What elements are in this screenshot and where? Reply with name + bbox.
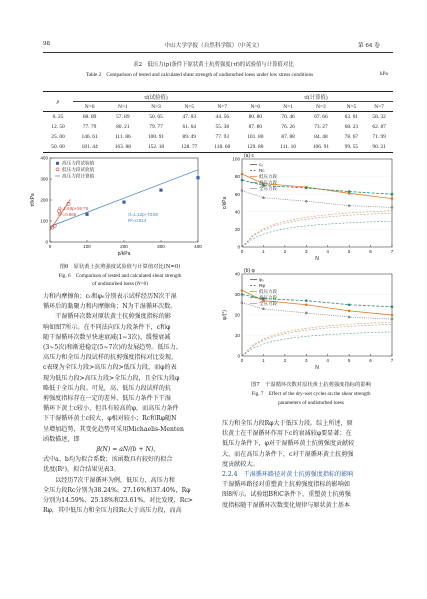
text-line: 大，而在高压力条件下，c对干湿循环黄土抗剪强 — [222, 450, 354, 458]
sub-header: N=3 — [304, 102, 337, 112]
data-point-high — [85, 213, 88, 216]
table-cell: 67. 66 — [314, 114, 328, 121]
y-tick-label: 40 — [234, 271, 240, 277]
data-point — [241, 293, 244, 296]
data-point — [348, 190, 351, 193]
text-line: 全压力段Rc分别为38.24%、27.16%和37.40%，Rφ — [43, 486, 191, 494]
x-tick-label: 6 — [369, 358, 372, 363]
sub-header: N=7 — [206, 102, 239, 112]
data-point — [391, 318, 394, 321]
text-line: 略低于全压力段。可见，高、低压力段试样的抗 — [43, 384, 171, 392]
table-unit: kPa — [380, 71, 388, 77]
legend-label: 高压力段 — [259, 295, 277, 300]
r-curve — [242, 211, 392, 247]
table-row — [43, 132, 393, 142]
table-cell: 77. 93 — [215, 134, 230, 141]
text-line: 度指标随干湿循环次数变化规律与原状黄土基本 — [222, 501, 350, 509]
y-tick-label: 300 — [40, 176, 48, 182]
y-tick-label: 0 — [45, 239, 48, 245]
data-point — [348, 303, 351, 306]
legend-label: 全压力段 — [259, 186, 277, 191]
table-cell: 111. 10 — [272, 142, 304, 152]
y-tick-label: 60 — [234, 191, 240, 197]
table-cell: 12. 50 — [51, 124, 65, 131]
table-2 — [43, 91, 393, 153]
data-point — [348, 310, 351, 313]
x-tick-label: 4 — [326, 358, 329, 363]
fig6-caption-en-2: of undisturbed loess (N=0) — [92, 281, 148, 287]
r-curve — [242, 213, 392, 247]
x-axis-label: p/kPa — [117, 251, 131, 257]
table-cell: 68. 89 — [82, 114, 97, 121]
data-point — [305, 200, 308, 203]
data-point — [391, 206, 394, 209]
data-point — [305, 303, 308, 306]
annotation: τf=2.68p+55.79 — [58, 206, 89, 211]
text-line: 式中a、b均为拟合系数；该函数具有较好的拟合 — [43, 456, 173, 464]
legend-label: c₀ — [259, 162, 264, 167]
table-cell: 129. 80 — [239, 142, 272, 152]
x-axis-label: N — [315, 256, 319, 262]
table-cell: 70. 46 — [281, 114, 295, 121]
right-column-text — [222, 419, 398, 511]
data-point — [391, 314, 394, 317]
x-tick-label: 300 — [157, 244, 165, 249]
x-tick-label: 6 — [369, 249, 372, 254]
text-line: 优度(R²)，拟合结果见表3。 — [43, 466, 120, 474]
table-caption-en: Table 2 Comparison of tested and calculated shear strength of undisturbed loess under low stress conditions — [85, 72, 314, 78]
table-cell: 106. 91 — [304, 142, 337, 152]
table-cell: 80. 80 — [248, 114, 263, 121]
text-line: 压力和全压力段Rφ大于低压力段。综上所述，原 — [222, 420, 353, 427]
legend-label: φ₀ — [259, 277, 264, 282]
legend-label: 全压力段 — [259, 301, 277, 306]
data-point — [348, 204, 351, 207]
sub-header: N=0 — [239, 102, 272, 112]
text-line: 函数描述，即 — [43, 435, 80, 443]
table-cell: 181. 44 — [73, 142, 106, 152]
r-curve — [242, 221, 392, 247]
data-point-high — [159, 189, 162, 192]
annotation: R²=0.868 — [58, 212, 77, 217]
x-tick-label: 1 — [262, 249, 265, 254]
x-tick-label: 100 — [83, 244, 91, 249]
text-line: 分别为14.59%、25.18%和23.61%。对比发现，Rc> — [43, 497, 193, 505]
y-axis-label: c/kPa — [222, 196, 228, 210]
table-cell: 128. 77 — [173, 142, 206, 152]
text-line: 循环后的黏聚力和内摩擦角；N为干湿循环次数。 — [43, 303, 177, 311]
table-cell: 76. 26 — [281, 124, 295, 131]
col-p-header: p — [43, 92, 73, 112]
y-tick-label: 40 — [234, 209, 240, 215]
x-tick-label: 3 — [305, 358, 308, 363]
x-axis-label: N — [315, 365, 319, 371]
fig6-caption-en-1: Fig. 6 Comparison of tested and calculated shear strength — [58, 273, 182, 279]
left-column-text — [43, 292, 213, 516]
fig7-caption-en-2: parameters of undisturbed loess — [278, 400, 344, 406]
annotation: R²=0.914 — [128, 218, 147, 223]
journal-name: 中山大学学报（自然科学版）（中英文） — [164, 43, 263, 49]
text-line: 以经历7次干湿循环为例，低压力、高压力和 — [43, 476, 175, 484]
table-caption-cn: 表2 低压力(p)条件下原状黄土抗剪强度(τf)的试验值与计算值对比 — [133, 62, 294, 68]
x-tick-label: 2 — [283, 358, 287, 363]
table-cell: 55. 38 — [215, 124, 230, 131]
legend-label: 高压力段 — [259, 180, 277, 185]
text-line: 度贡献较大。 — [222, 460, 259, 468]
legend-label: 低压力段 — [259, 289, 277, 294]
table-cell: 163. 88 — [106, 142, 139, 152]
y-tick-label: 100 — [40, 218, 48, 224]
data-point — [391, 197, 394, 200]
table-cell: 71. 99 — [372, 134, 386, 141]
table-subheader-row — [43, 102, 393, 112]
y-tick-label: 400 — [40, 155, 48, 161]
sub-header: N=1 — [106, 102, 139, 112]
y-tick-label: 0 — [237, 353, 240, 359]
data-point — [305, 187, 308, 190]
x-tick-label: 5 — [347, 249, 351, 254]
legend-label: Rc — [259, 168, 265, 173]
table-cell: 61. 64 — [182, 124, 196, 131]
data-point — [241, 179, 244, 182]
y-tick-label: 100 — [232, 156, 240, 162]
data-point — [391, 193, 394, 196]
table-cell: 118. 60 — [206, 142, 239, 152]
fig6-chart — [28, 150, 210, 260]
table-cell: 84. 48 — [314, 134, 328, 141]
table-cell: 90. 21 — [365, 142, 393, 152]
table-cell: 77. 79 — [82, 124, 97, 131]
table-cell: 58. 32 — [372, 114, 386, 121]
x-tick-label: 5 — [347, 358, 351, 363]
table-cell: 73. 27 — [314, 124, 328, 131]
table-cell: 68. 23 — [344, 124, 359, 131]
data-point-high — [196, 176, 199, 179]
x-tick-label: 400 — [194, 244, 202, 249]
fig7-caption-cn: 图7 干湿循环次数对原状黄土抗剪强度指标的影响 — [251, 382, 371, 388]
test-group-header: τf(试验值) — [73, 92, 239, 102]
text-line: 力和内摩擦角；c₀和φ₀分别表示试样经历N次干湿 — [43, 293, 177, 300]
table-cell: 100. 91 — [147, 134, 165, 141]
table-cell: 111. 86 — [114, 134, 131, 141]
text-line: 干湿循环次数对原状黄土抗剪强度指标的影 — [43, 313, 171, 321]
x-tick-label: 200 — [120, 244, 128, 249]
sub-header: N=0 — [73, 102, 106, 112]
fig6-caption-cn: 图6 原状黄土抗剪强度试验值与计算值对比(N=0) — [59, 264, 181, 270]
legend-marker-high — [56, 162, 59, 165]
text-line: 剪强度指标存在一定的差异，低压力条件下干湿 — [43, 395, 171, 403]
table-cell: 99. 55 — [338, 142, 366, 152]
text-line: 状黄土在干湿循环作用下c的衰减较φ要显著；在 — [222, 430, 352, 438]
data-point — [262, 308, 265, 311]
fig7-chart — [220, 150, 400, 372]
r-curve — [242, 322, 392, 356]
volume-label: 第 64 卷 — [358, 43, 380, 49]
table-cell: 80. 21 — [116, 124, 130, 131]
table-row — [43, 122, 393, 132]
table-cell: 146. 61 — [81, 134, 98, 141]
panel-b-label: (b) φ — [244, 268, 255, 274]
table-cell: 50. 00 — [43, 142, 73, 152]
fig7-caption-en-1: Fig. 7 Effect of the dry-wet cycles on the shear strength — [251, 391, 371, 397]
table-cell: 6. 25 — [52, 114, 64, 121]
data-point-high — [122, 201, 125, 204]
sub-header: N=5 — [173, 102, 206, 112]
sub-header: N=3 — [139, 102, 172, 112]
data-point — [241, 301, 244, 304]
table-cell: 44. 56 — [215, 114, 230, 121]
table-cell: 57. 89 — [116, 114, 130, 121]
y-tick-label: 30 — [234, 292, 240, 298]
y-tick-label: 10 — [234, 333, 240, 339]
table-cell: 50. 65 — [149, 114, 163, 121]
text-line: 下干湿循环黄土c较大，φ相对较小；Rc和Rφ随N — [43, 415, 177, 423]
data-point — [305, 312, 308, 315]
y-tick-label: 80 — [234, 174, 240, 180]
y-tick-label: 0 — [237, 244, 240, 250]
table-cell: 101. 80 — [247, 134, 264, 141]
page-number: 98 — [43, 41, 51, 47]
table-cell: 62. 87 — [372, 124, 386, 131]
table-cell: 25. 00 — [51, 134, 65, 141]
data-point — [241, 189, 244, 192]
header-rule — [43, 52, 393, 53]
x-tick-label: 7 — [390, 249, 394, 254]
table-header-row — [43, 92, 393, 102]
table-cell: 87. 88 — [281, 134, 295, 141]
x-tick-label: 0 — [240, 358, 244, 363]
table-cell: 47. 03 — [182, 114, 196, 121]
sub-header: N=1 — [272, 102, 304, 112]
x-tick-label: 0 — [240, 249, 244, 254]
y-tick-label: 20 — [234, 312, 240, 318]
text-line: 现为低压力段>高压力段>全压力段，且全压力段φ — [43, 374, 180, 382]
legend-label: 低压力段 — [259, 174, 277, 179]
text-line: β(N) = aN/(b + N)， — [96, 446, 160, 454]
text-line: (3~5次)和渐进稳定(5~7次)的发展趋势。低压力、 — [43, 344, 182, 352]
section-heading: 2.2.4 干湿循环路径对黄土抗剪强度指标的影响 — [222, 471, 354, 479]
x-tick-label: 3 — [305, 249, 308, 254]
sub-header: N=7 — [365, 102, 393, 112]
legend-label: 低压力段试验值 — [62, 167, 95, 172]
text-line: 随干湿循环次数呈快速衰减(1~3次)、缓慢衰减 — [43, 333, 171, 341]
data-point — [241, 289, 244, 292]
text-line: c表现为全压力段>高压力段>低压力段，而φ的表 — [43, 364, 177, 372]
text-line: Rφ，其中低压力和全压力段Rc大于高压力段，而高 — [43, 507, 182, 515]
panel-a-label: (a) c — [244, 153, 254, 159]
text-line: 干湿循环路径对重塑黄土抗剪强度指标的影响如 — [222, 481, 350, 489]
x-tick-label: 7 — [390, 358, 394, 363]
table-cell: 87. 80 — [248, 124, 263, 131]
x-tick-label: 4 — [326, 249, 329, 254]
legend-label: 高压力段计算值 — [62, 173, 95, 179]
y-tick-label: 20 — [234, 227, 240, 232]
data-point — [262, 196, 265, 199]
legend-marker-low — [56, 168, 59, 171]
y-axis-label: τf/kPa — [30, 193, 36, 207]
table-cell: 63. 01 — [344, 114, 359, 121]
y-axis-label: φ/(°) — [222, 310, 228, 320]
table-body — [43, 112, 393, 153]
text-line: 循环下黄土c较小，但具有较高的φ，而高压力条件 — [43, 405, 179, 413]
annotation: τf=1.12p+73.80 — [128, 212, 159, 217]
sub-header: N=5 — [338, 102, 366, 112]
data-point — [305, 299, 308, 302]
text-line: 图8所示。试验组B和C条件下，重塑黄土抗剪强 — [222, 491, 351, 499]
table-cell: 152. 18 — [139, 142, 172, 152]
text-line: 响如图7所示。在不同法向压力段条件下，c和φ — [43, 323, 171, 331]
legend-label: Rφ — [259, 283, 266, 288]
y-tick-label: 200 — [40, 197, 48, 203]
text-line: 高压力和全压力段试样的抗剪强度指标对比发现， — [43, 354, 178, 362]
text-line: 呈增加趋势，其变化趋势可采用Michaelis-Menten — [43, 425, 184, 433]
table-cell: 78. 67 — [344, 134, 359, 141]
text-line: 低压力条件下，φ对干湿循环黄土抗剪强度贡献较 — [222, 440, 355, 448]
table-row — [43, 112, 393, 122]
data-point — [241, 173, 244, 176]
legend-label: 高压力段试验值 — [62, 160, 95, 166]
x-tick-label: 2 — [283, 249, 287, 254]
calc-group-header: τf(计算值) — [239, 92, 393, 102]
x-tick-label: 0 — [48, 244, 52, 249]
table-cell: 79. 77 — [149, 124, 163, 131]
table-cell: 89. 49 — [182, 134, 196, 141]
r-curve — [242, 324, 392, 356]
data-point — [391, 306, 394, 309]
data-point — [348, 316, 351, 319]
x-tick-label: 1 — [262, 358, 265, 363]
